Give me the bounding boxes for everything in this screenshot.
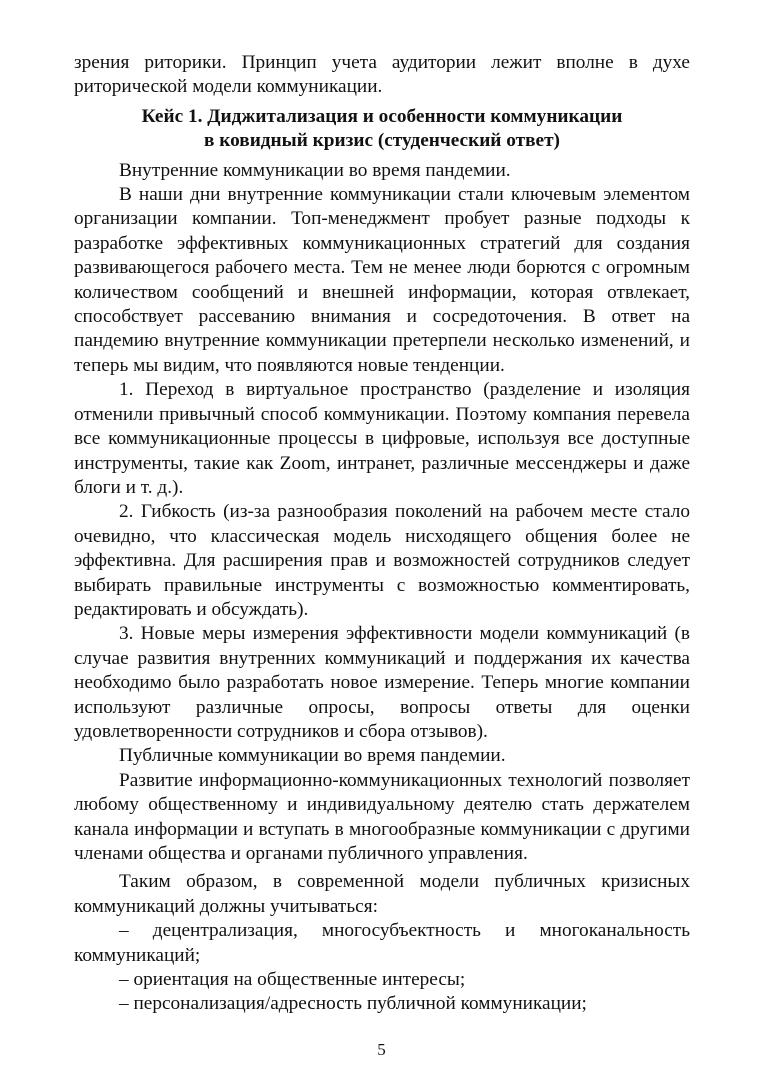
page-content: [74, 51, 690, 1017]
list-item-public-interests: – ориентация на общественные интересы;: [119, 969, 466, 991]
paragraph-conclusion: Таким образом, в современной модели публичных кризисных коммуникаций должны учитываться:: [74, 871, 690, 917]
paragraph-internal-title: Внутренние коммуникации во время пандемии.: [119, 159, 511, 181]
case-heading-line-2: в ковидный кризис (студенческий ответ): [204, 130, 560, 152]
page-number: 5: [377, 1040, 386, 1059]
paragraph-item-1: 1. Переход в виртуальное пространство (разделение и изоляция отменили привычный способ коммуникации. Поэтому компания перевела все коммуникационные процессы в цифровые, используя все доступные инструменты, такие как Zoom, интранет, различные мессенджеры и даже блоги и т. д.).: [74, 379, 690, 498]
paragraph-item-3: 3. Новые меры измерения эффективности модели коммуникаций (в случае развития внутренних коммуникаций и поддержания их качества необходимо было разработать новое измерение. Теперь многие компании используют различные опросы, вопросы ответы для оценки удовлетворенности сотрудников и сбора отзывов).: [74, 623, 690, 742]
paragraph-public-body: Развитие информационно-коммуникационных технологий позволяет любому общественному и индивидуальному деятелю стать держателем канала информации и вступать в многообразные коммуникации с другими членами общества и органами публичного управления.: [74, 769, 690, 864]
case-heading-line-1: Кейс 1. Диджитализация и особенности коммуникации: [141, 105, 623, 127]
paragraph-item-2: 2. Гибкость (из-за разнообразия поколений на рабочем месте стало очевидно, что классическая модель нисходящего общения более не эффективна. Для расширения прав и возможностей сотрудников следует выбирать правильные инструменты с возможностью комментировать, редактировать и обсуждать).: [74, 501, 690, 620]
list-item-personalization: – персонализация/адресность публичной коммуникации;: [119, 993, 587, 1015]
continuation-paragraph: зрения риторики. Принцип учета аудитории лежит вполне в духе риторической модели коммуникации.: [74, 52, 690, 98]
paragraph-internal-body: В наши дни внутренние коммуникации стали ключевым элементом организации компании. Топ-менеджмент пробует разные подходы к разработке эффективных коммуникационных стратегий для создания развивающегося рабочего места. Тем не менее люди борются с огромным количеством сообщений и внешней информации, которая отвлекает, способствует рассеванию внимания и сосредоточения. В ответ на пандемию внутренние коммуникации претерпели несколько изменений, и теперь мы видим, что появляются новые тенденции.: [74, 184, 690, 376]
list-item-decentralization: – децентрализация, многосубъектность и многоканальность коммуникаций;: [74, 920, 690, 966]
paragraph-public-title: Публичные коммуникации во время пандемии.: [119, 745, 506, 767]
